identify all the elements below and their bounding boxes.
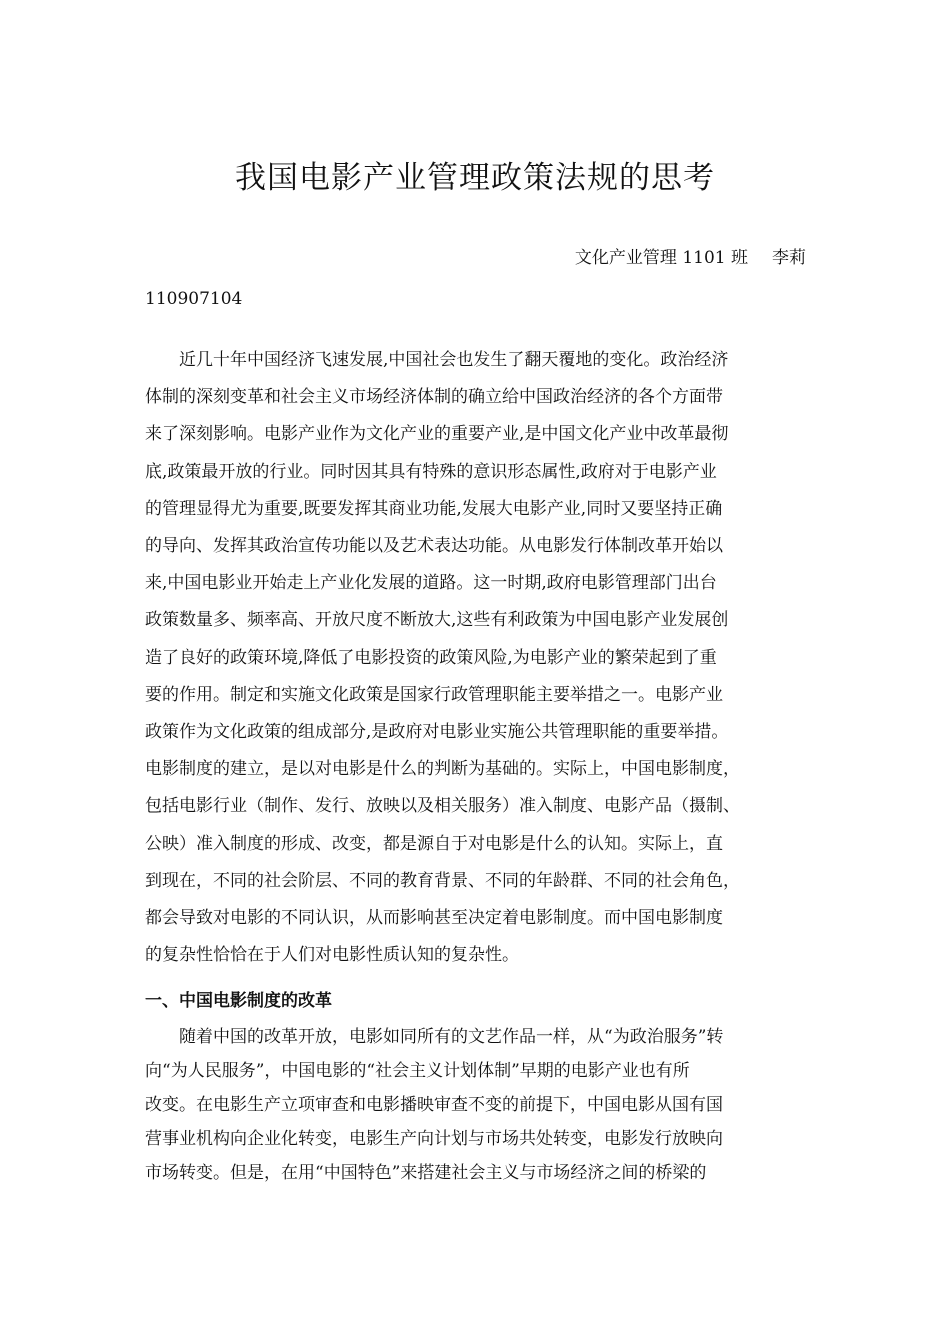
paragraph-line: 到现在，不同的社会阶层、不同的教育背景、不同的年龄群、不同的社会角色， [145,870,740,891]
paragraph-line: 造了良好的政策环境,降低了电影投资的政策风险,为电影产业的繁荣起到了重 [145,647,717,668]
paragraph-line: 的导向、发挥其政治宣传功能以及艺术表达功能。从电影发行体制改革开始以 [145,536,723,557]
paragraph-line: 底,政策最开放的行业。同时因其具有特殊的意识形态属性,政府对于电影产业 [145,461,717,482]
paragraph-line: 营事业机构向企业化转变，电影生产向计划与市场共处转变，电影发行放映向 [145,1129,723,1149]
paragraph-line: 来,中国电影业开始走上产业化发展的道路。这一时期,政府电影管理部门出台 [145,573,717,594]
document-title: 我国电影产业管理政策法规的思考 [235,160,715,196]
paragraph-line: 改变。在电影生产立项审查和电影播映审查不变的前提下，中国电影从国有国 [145,1095,723,1115]
paragraph-line: 的复杂性恰恰在于人们对电影性质认知的复杂性。 [145,945,519,966]
paragraph-line: 包括电影行业（制作、发行、放映以及相关服务）准入制度、电影产品（摄制、 [145,796,740,817]
class-name: 文化产业管理 1101 班 [574,248,748,268]
paragraph-line: 公映）准入制度的形成、改变，都是源自于对电影是什么的认知。实际上，直 [145,833,723,854]
paragraph-line: 市场转变。但是，在用“中国特色”来搭建社会主义与市场经济之间的桥梁的 [145,1163,707,1183]
paragraph-line: 的管理显得尤为重要,既要发挥其商业功能,发展大电影产业,同时又要坚持正确 [145,498,723,519]
paragraph-line: 要的作用。制定和实施文化政策是国家行政管理职能主要举措之一。电影产业 [145,684,723,705]
paragraph-line: 向“为人民服务”，中国电影的“社会主义计划体制”早期的电影产业也有所 [145,1061,690,1081]
paragraph-line: 近几十年中国经济飞速发展,中国社会也发生了翻天覆地的变化。政治经济 [179,350,729,370]
author-name: 李莉 [772,248,806,268]
paragraph-line: 体制的深刻变革和社会主义市场经济体制的确立给中国政治经济的各个方面带 [145,387,723,408]
paragraph-line: 政策作为文化政策的组成部分,是政府对电影业实施公共管理职能的重要举措。 [145,722,729,743]
student-id: 110907104 [145,289,243,309]
paragraph-line: 随着中国的改革开放，电影如同所有的文艺作品一样，从“为政治服务”转 [179,1027,724,1047]
paragraph-line: 来了深刻影响。电影产业作为文化产业的重要产业,是中国文化产业中改革最彻 [145,424,729,445]
body-paragraph-1 [145,342,815,974]
body-paragraph-2 [145,1020,815,1190]
paragraph-line: 都会导致对电影的不同认识，从而影响甚至决定着电影制度。而中国电影制度 [145,908,723,929]
paragraph-line: 政策数量多、频率高、开放尺度不断放大,这些有利政策为中国电影产业发展创 [145,610,729,631]
paragraph-line: 电影制度的建立，是以对电影是什么的判断为基础的。实际上，中国电影制度， [145,759,740,780]
author-byline [575,243,806,273]
section-heading: 一、中国电影制度的改革 [145,991,332,1011]
